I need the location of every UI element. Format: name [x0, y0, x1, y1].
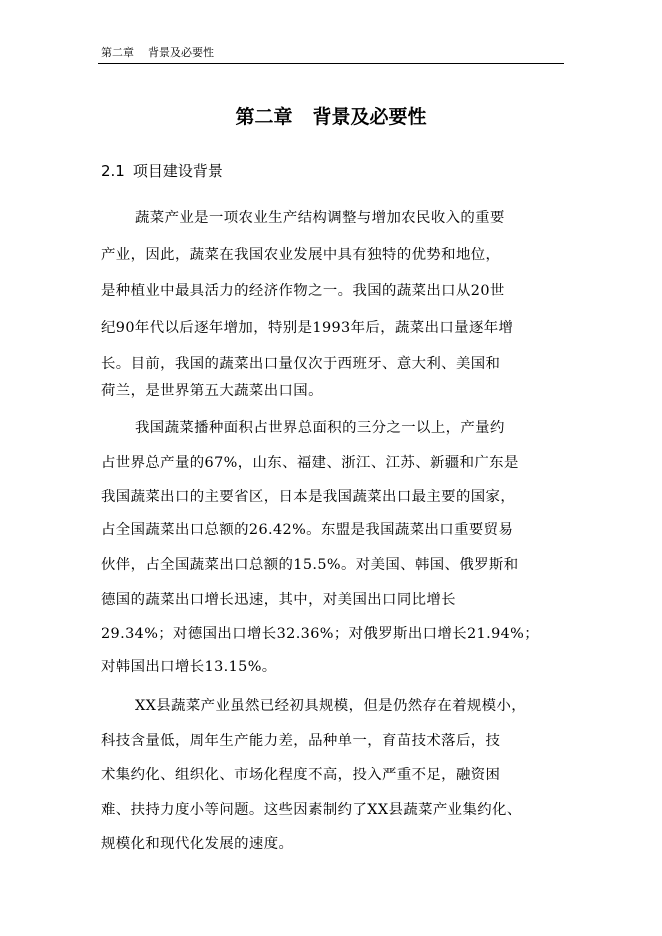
running-header-subject: 背景及必要性 — [148, 46, 214, 59]
paragraph-line: 规模化和现代化发展的速度。 — [101, 836, 294, 852]
paragraph-line: 蔬菜产业是一项农业生产结构调整与增加农民收入的重要 — [135, 210, 505, 226]
paragraph-line: 我国蔬菜播种面积占世界总面积的三分之一以上，产量约 — [135, 420, 505, 436]
page-title-chapter: 第二章 — [235, 106, 293, 128]
paragraph-line: 伙伴，占全国蔬菜出口总额的15.5%。对美国、韩国、俄罗斯和 — [101, 557, 519, 573]
page-title — [98, 104, 564, 130]
paragraph-line: 占世界总产量的67%，山东、福建、浙江、江苏、新疆和广东是 — [101, 455, 519, 471]
paragraph-line: 德国的蔬菜出口增长迅速，其中，对美国出口同比增长 — [101, 592, 456, 608]
paragraph-line: 荷兰，是世界第五大蔬菜出口国。 — [101, 383, 323, 399]
paragraph-line: 纪90年代以后逐年增加，特别是1993年后，蔬菜出口量逐年增 — [101, 320, 514, 336]
paragraph-line: 产业，因此，蔬菜在我国农业发展中具有独特的优势和地位， — [101, 247, 501, 263]
running-header-chapter: 第二章 — [101, 46, 134, 59]
section-heading — [101, 160, 223, 182]
paragraph-line: XX县蔬菜产业虽然已经初具规模，但是仍然存在着规模小， — [135, 698, 527, 714]
paragraph-line: 科技含量低，周年生产能力差，品种单一，育苗技术落后，技 — [101, 733, 501, 749]
paragraph-line: 占全国蔬菜出口总额的26.42%。东盟是我国蔬菜出口重要贸易 — [101, 522, 514, 538]
paragraph-line: 我国蔬菜出口的主要省区，日本是我国蔬菜出口最主要的国家， — [101, 489, 516, 505]
paragraph-line: 是种植业中最具活力的经济作物之一。我国的蔬菜出口从20世 — [101, 283, 505, 299]
paragraph-line: 长。目前，我国的蔬菜出口量仅次于西班牙、意大利、美国和 — [101, 356, 501, 372]
page-title-subject: 背景及必要性 — [312, 106, 427, 128]
running-header — [101, 46, 214, 60]
section-number: 2.1 — [101, 162, 125, 180]
paragraph-line: 难、扶持力度小等问题。这些因素制约了XX县蔬菜产业集约化、 — [101, 802, 522, 818]
paragraph-line: 29.34%；对德国出口增长32.36%；对俄罗斯出口增长21.94%； — [101, 626, 540, 642]
section-title: 项目建设背景 — [132, 162, 223, 180]
paragraph-line: 对韩国出口增长13.15%。 — [101, 659, 277, 675]
paragraph-line: 术集约化、组织化、市场化程度不高，投入严重不足，融资困 — [101, 767, 501, 783]
header-rule — [98, 63, 564, 64]
